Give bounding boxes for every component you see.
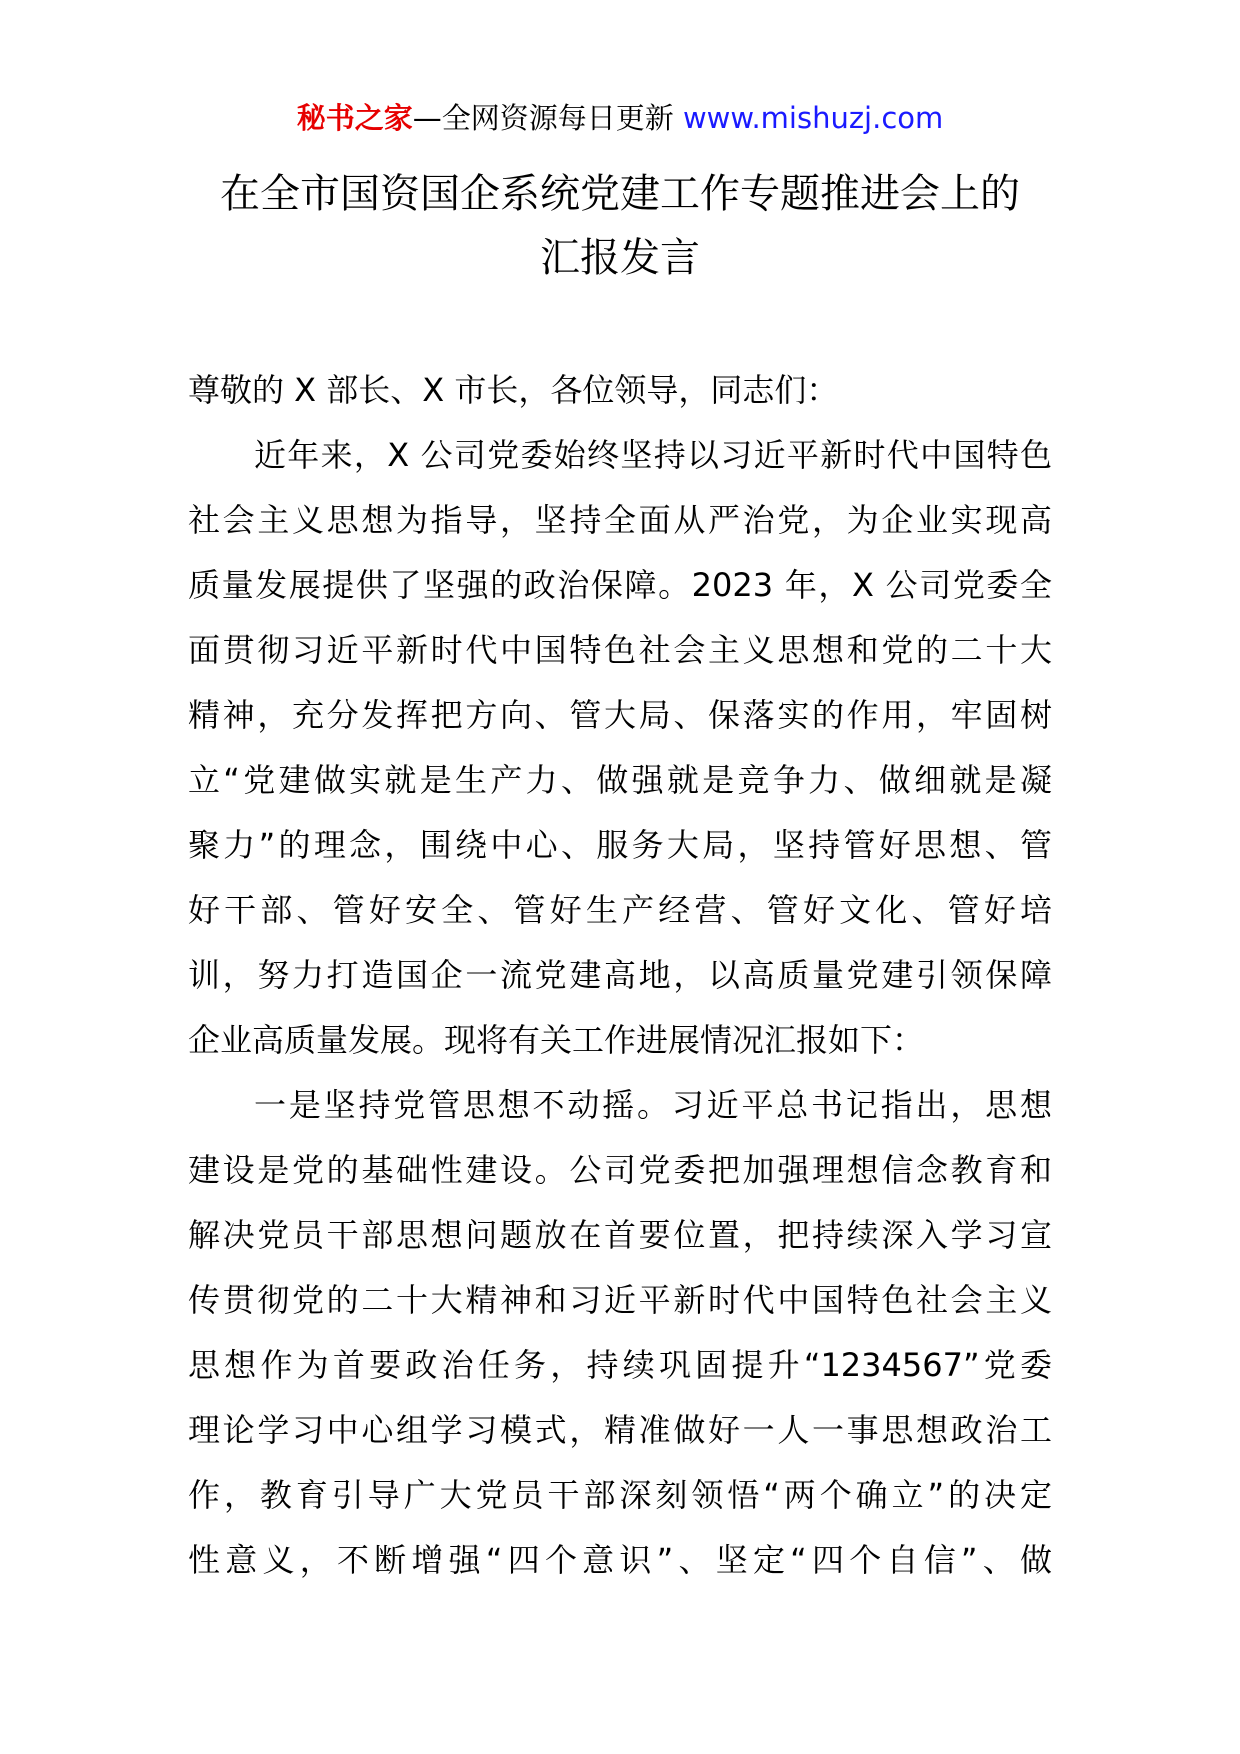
paragraph-line: 质量发展提供了坚强的政治保障。2023 年，X 公司党委全 xyxy=(188,566,1052,604)
site-header xyxy=(0,98,1240,138)
paragraph-line: 思想作为首要政治任务，持续巩固提升“1234567”党委 xyxy=(188,1346,1052,1384)
title-line: 汇报发言 xyxy=(540,235,700,281)
paragraph-line: 好干部、管好安全、管好生产经营、管好文化、管好培 xyxy=(188,891,1052,929)
brand-name: 秘书之家 xyxy=(296,101,413,135)
paragraph-line: 面贯彻习近平新时代中国特色社会主义思想和党的二十大 xyxy=(188,631,1052,669)
document-body xyxy=(188,358,1052,1593)
title-line: 在全市国资国企系统党建工作专题推进会上的 xyxy=(220,171,1020,217)
salutation-line: 尊敬的 X 部长、X 市长，各位领导，同志们： xyxy=(188,371,839,409)
paragraph-line: 性意义，不断增强“四个意识”、坚定“四个自信”、做 xyxy=(188,1541,1052,1579)
paragraph-line: 传贯彻党的二十大精神和习近平新时代中国特色社会主义 xyxy=(188,1281,1052,1319)
paragraph-line: 立“党建做实就是生产力、做强就是竞争力、做细就是凝 xyxy=(188,761,1052,799)
paragraph-line: 解决党员干部思想问题放在首要位置，把持续深入学习宣 xyxy=(188,1216,1052,1254)
header-tagline: —全网资源每日更新 xyxy=(412,101,674,135)
paragraph-line: 精神，充分发挥把方向、管大局、保落实的作用，牢固树 xyxy=(188,696,1052,734)
paragraph-line: 训，努力打造国企一流党建高地，以高质量党建引领保障 xyxy=(188,956,1052,994)
paragraph-line: 作，教育引导广大党员干部深刻领悟“两个确立”的决定 xyxy=(188,1476,1052,1514)
paragraph-line: 近年来，X 公司党委始终坚持以习近平新时代中国特色 xyxy=(254,436,1052,474)
paragraph-line: 建设是党的基础性建设。公司党委把加强理想信念教育和 xyxy=(188,1151,1052,1189)
paragraph-line: 社会主义思想为指导，坚持全面从严治党，为企业实现高 xyxy=(188,501,1052,539)
paragraph-line: 聚力”的理念，围绕中心、服务大局，坚持管好思想、管 xyxy=(188,826,1052,864)
document-title xyxy=(100,162,1140,290)
paragraph-line: 企业高质量发展。现将有关工作进展情况汇报如下： xyxy=(188,1021,925,1059)
paragraph-line: 理论学习中心组学习模式，精准做好一人一事思想政治工 xyxy=(188,1411,1052,1449)
paragraph-line: 一是坚持党管思想不动摇。习近平总书记指出，思想 xyxy=(254,1086,1052,1124)
site-url-link[interactable]: www.mishuzj.com xyxy=(682,101,944,135)
